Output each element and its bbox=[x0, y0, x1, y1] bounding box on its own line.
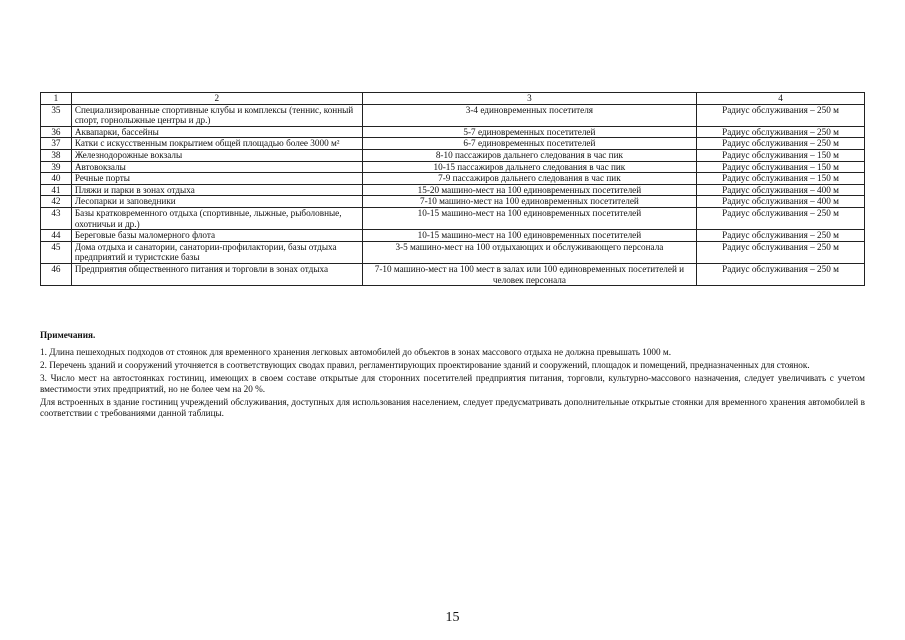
object-name-cell: Речные порты bbox=[71, 173, 362, 185]
table-row bbox=[41, 241, 865, 263]
row-number-cell: 41 bbox=[41, 184, 72, 196]
service-radius-cell: Радиус обслуживания – 150 м bbox=[697, 149, 865, 161]
service-radius-cell: Радиус обслуживания – 400 м bbox=[697, 184, 865, 196]
parking-norm-cell: 3-5 машино-мест на 100 отдыхающих и обслуживающего персонала bbox=[362, 241, 696, 263]
row-number-cell: 45 bbox=[41, 241, 72, 263]
parking-norm-cell: 7-10 машино-мест на 100 мест в залах или 100 единовременных посетителей и человек персонала bbox=[362, 263, 696, 285]
object-name-cell: Предприятия общественного питания и торговли в зонах отдыха bbox=[71, 263, 362, 285]
row-number-cell: 43 bbox=[41, 207, 72, 229]
table-row bbox=[41, 104, 865, 126]
note-1: 1. Длина пешеходных подходов от стоянок для временного хранения легковых автомобилей до объектов в зонах массового отдыха не должна превышать 1000 м. bbox=[40, 347, 672, 357]
service-radius-cell: Радиус обслуживания – 150 м bbox=[697, 161, 865, 173]
object-name-cell: Специализированные спортивные клубы и комплексы (теннис, конный спорт, горнолыжные центры и др.) bbox=[71, 104, 362, 126]
object-name-cell: Дома отдыха и санатории, санатории-профилактории, базы отдыха предприятий и туристские базы bbox=[71, 241, 362, 263]
parking-norm-cell: 10-15 машино-мест на 100 единовременных посетителей bbox=[362, 207, 696, 229]
parking-norm-cell: 7-10 машино-мест на 100 единовременных посетителей bbox=[362, 196, 696, 208]
row-number-cell: 44 bbox=[41, 230, 72, 242]
parking-norm-cell: 10-15 пассажиров дальнего следования в час пик bbox=[362, 161, 696, 173]
table-row bbox=[41, 161, 865, 173]
note-2: 2. Перечень зданий и сооружений уточняется в соответствующих сводах правил, регламентирующих проектирование зданий и сооружений, площадок и помещений, предназначенных для стоянок. bbox=[40, 360, 810, 370]
parking-norm-cell: 6-7 единовременных посетителей bbox=[362, 138, 696, 150]
object-name-cell: Железнодорожные вокзалы bbox=[71, 149, 362, 161]
service-radius-cell: Радиус обслуживания – 250 м bbox=[697, 138, 865, 150]
object-name-cell: Пляжи и парки в зонах отдыха bbox=[71, 184, 362, 196]
service-radius-cell: Радиус обслуживания – 250 м bbox=[697, 126, 865, 138]
object-name-cell: Базы кратковременного отдыха (спортивные, лыжные, рыболовные, охотничьи и др.) bbox=[71, 207, 362, 229]
object-name-cell: Автовокзалы bbox=[71, 161, 362, 173]
header-cell-4: 4 bbox=[697, 93, 865, 105]
header-cell-3: 3 bbox=[362, 93, 696, 105]
table-row bbox=[41, 184, 865, 196]
notes-title: Примечания. bbox=[40, 330, 96, 340]
table-row bbox=[41, 263, 865, 285]
norms-table bbox=[40, 92, 865, 286]
service-radius-cell: Радиус обслуживания – 250 м bbox=[697, 104, 865, 126]
table-row bbox=[41, 207, 865, 229]
row-number-cell: 42 bbox=[41, 196, 72, 208]
row-number-cell: 35 bbox=[41, 104, 72, 126]
parking-norm-cell: 15-20 машино-мест на 100 единовременных посетителей bbox=[362, 184, 696, 196]
parking-norm-cell: 8-10 пассажиров дальнего следования в час пик bbox=[362, 149, 696, 161]
object-name-cell: Аквапарки, бассейны bbox=[71, 126, 362, 138]
object-name-cell: Лесопарки и заповедники bbox=[71, 196, 362, 208]
page-number: 15 bbox=[445, 610, 460, 625]
header-cell-2: 2 bbox=[71, 93, 362, 105]
service-radius-cell: Радиус обслуживания – 250 м bbox=[697, 207, 865, 229]
table-row bbox=[41, 173, 865, 185]
notes-section bbox=[40, 330, 865, 421]
row-number-cell: 39 bbox=[41, 161, 72, 173]
service-radius-cell: Радиус обслуживания – 250 м bbox=[697, 263, 865, 285]
row-number-cell: 38 bbox=[41, 149, 72, 161]
row-number-cell: 37 bbox=[41, 138, 72, 150]
row-number-cell: 46 bbox=[41, 263, 72, 285]
table-row bbox=[41, 138, 865, 150]
parking-norm-cell: 10-15 машино-мест на 100 единовременных посетителей bbox=[362, 230, 696, 242]
object-name-cell: Катки с искусственным покрытием общей площадью более 3000 м² bbox=[71, 138, 362, 150]
service-radius-cell: Радиус обслуживания – 250 м bbox=[697, 241, 865, 263]
table-row bbox=[41, 126, 865, 138]
row-number-cell: 40 bbox=[41, 173, 72, 185]
table-header-row bbox=[41, 93, 865, 105]
service-radius-cell: Радиус обслуживания – 150 м bbox=[697, 173, 865, 185]
header-cell-1: 1 bbox=[41, 93, 72, 105]
parking-norm-cell: 7-9 пассажиров дальнего следования в час пик bbox=[362, 173, 696, 185]
table-row bbox=[41, 230, 865, 242]
service-radius-cell: Радиус обслуживания – 250 м bbox=[697, 230, 865, 242]
note-3: 3. Число мест на автостоянках гостиниц, имеющих в своем составе открытые для сторонних посетителей предприятия питания, торговли, культурно-массового назначения, следует увеличивать с учетом вместимости этих предприятий, но не более чем на 20 %. bbox=[40, 373, 865, 394]
table-row bbox=[41, 196, 865, 208]
parking-norm-cell: 3-4 единовременных посетителя bbox=[362, 104, 696, 126]
table-row bbox=[41, 149, 865, 161]
object-name-cell: Береговые базы маломерного флота bbox=[71, 230, 362, 242]
parking-norm-cell: 5-7 единовременных посетителей bbox=[362, 126, 696, 138]
service-radius-cell: Радиус обслуживания – 400 м bbox=[697, 196, 865, 208]
note-4: Для встроенных в здание гостиниц учреждений обслуживания, доступных для использования населением, следует предусматривать дополнительные открытые стоянки для временного хранения автомобилей в соответствии с требованиями данной таблицы. bbox=[40, 397, 865, 418]
row-number-cell: 36 bbox=[41, 126, 72, 138]
